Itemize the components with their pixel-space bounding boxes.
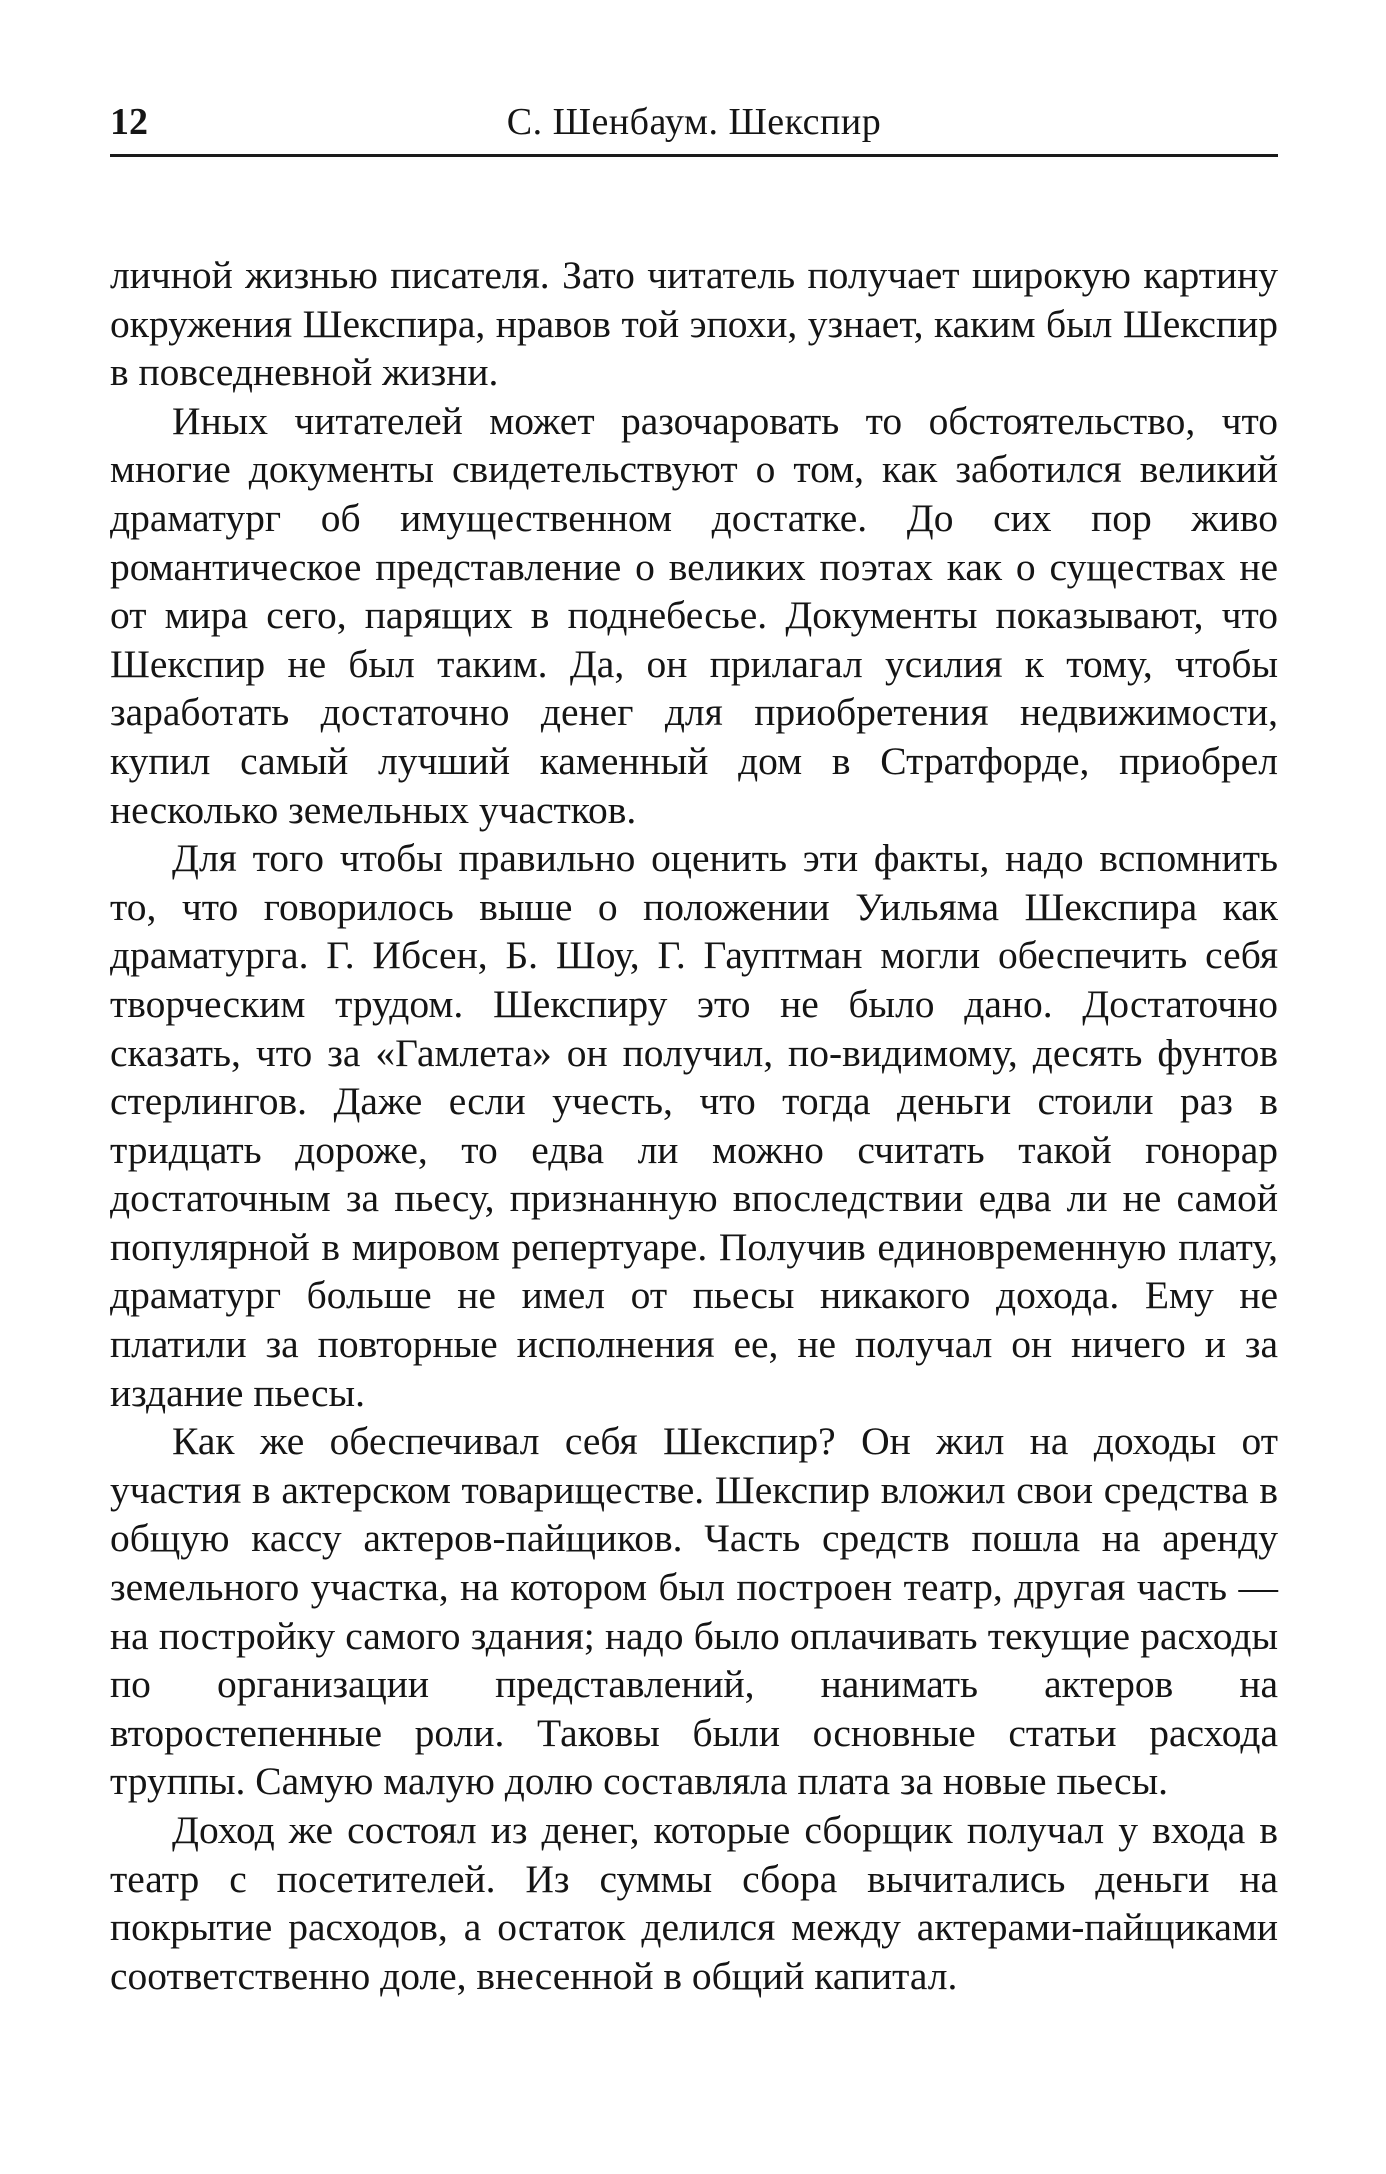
body-text (110, 251, 1278, 2000)
paragraph-2: Иных читателей может разочаровать то обстоятельство, что многие документы свидетельствуют о том, как заботился великий драматург об имущественном достатке. До сих пор живо романтическое представление о великих поэтах как о существах не от мира сего, парящих в поднебесье. Документы показывают, что Шекспир не был таким. Да, он прилагал усилия к тому, чтобы заработать достаточно денег для приобретения недвижимости, купил самый лучший каменный дом в Стратфорде, приобрел несколько земельных участков. (110, 398, 1278, 832)
paragraph-3: Для того чтобы правильно оценить эти факты, надо вспомнить то, что говорилось выше о положении Уильяма Шекспира как драматурга. Г. Ибсен, Б. Шоу, Г. Гауптман могли обеспечить себя творческим трудом. Шекспиру это не было дано. Достаточно сказать, что за «Гамлета» он получил, по-видимому, десять фунтов стерлингов. Даже если учесть, что тогда деньги стоили раз в тридцать дороже, то едва ли можно считать такой гонорар достаточным за пьесу, признанную впоследствии едва ли не самой популярной в мировом репертуаре. Получив единовременную плату, драматург больше не имел от пьесы никакого дохода. Ему не платили за повторные исполнения ее, не получал он ничего и за издание пьесы. (110, 836, 1278, 1415)
header-rule (110, 154, 1278, 157)
running-title: С. Шенбаум. Шекспир (506, 101, 882, 143)
book-page (110, 92, 1278, 2000)
paragraph-4: Как же обеспечивал себя Шекспир? Он жил на доходы от участия в актерском товариществе. Шекспир вложил свои средства в общую кассу актеров-пайщиков. Часть средств пошла на аренду земельного участка, на котором был построен театр, другая часть — на постройку самого здания; надо было оплачивать текущие расходы по организации представлений, нанимать актеров на второстепенные роли. Таковы были основные статьи расхода труппы. Самую малую долю составляла плата за новые пьесы. (110, 1419, 1278, 1804)
running-head (110, 92, 1278, 152)
paragraph-5: Доход же состоял из денег, которые сборщик получал у входа в театр с посетителей. Из суммы сбора вычитались деньги на покрытие расходов, а остаток делился между актерами-пайщиками соответственно доле, внесенной в общий капитал. (110, 1808, 1278, 1998)
paragraph-1: личной жизнью писателя. Зато читатель получает широкую картину окружения Шекспира, нравов той эпохи, узнает, каким был Шекспир в повседневной жизни. (110, 253, 1278, 395)
page-number: 12 (110, 101, 148, 143)
